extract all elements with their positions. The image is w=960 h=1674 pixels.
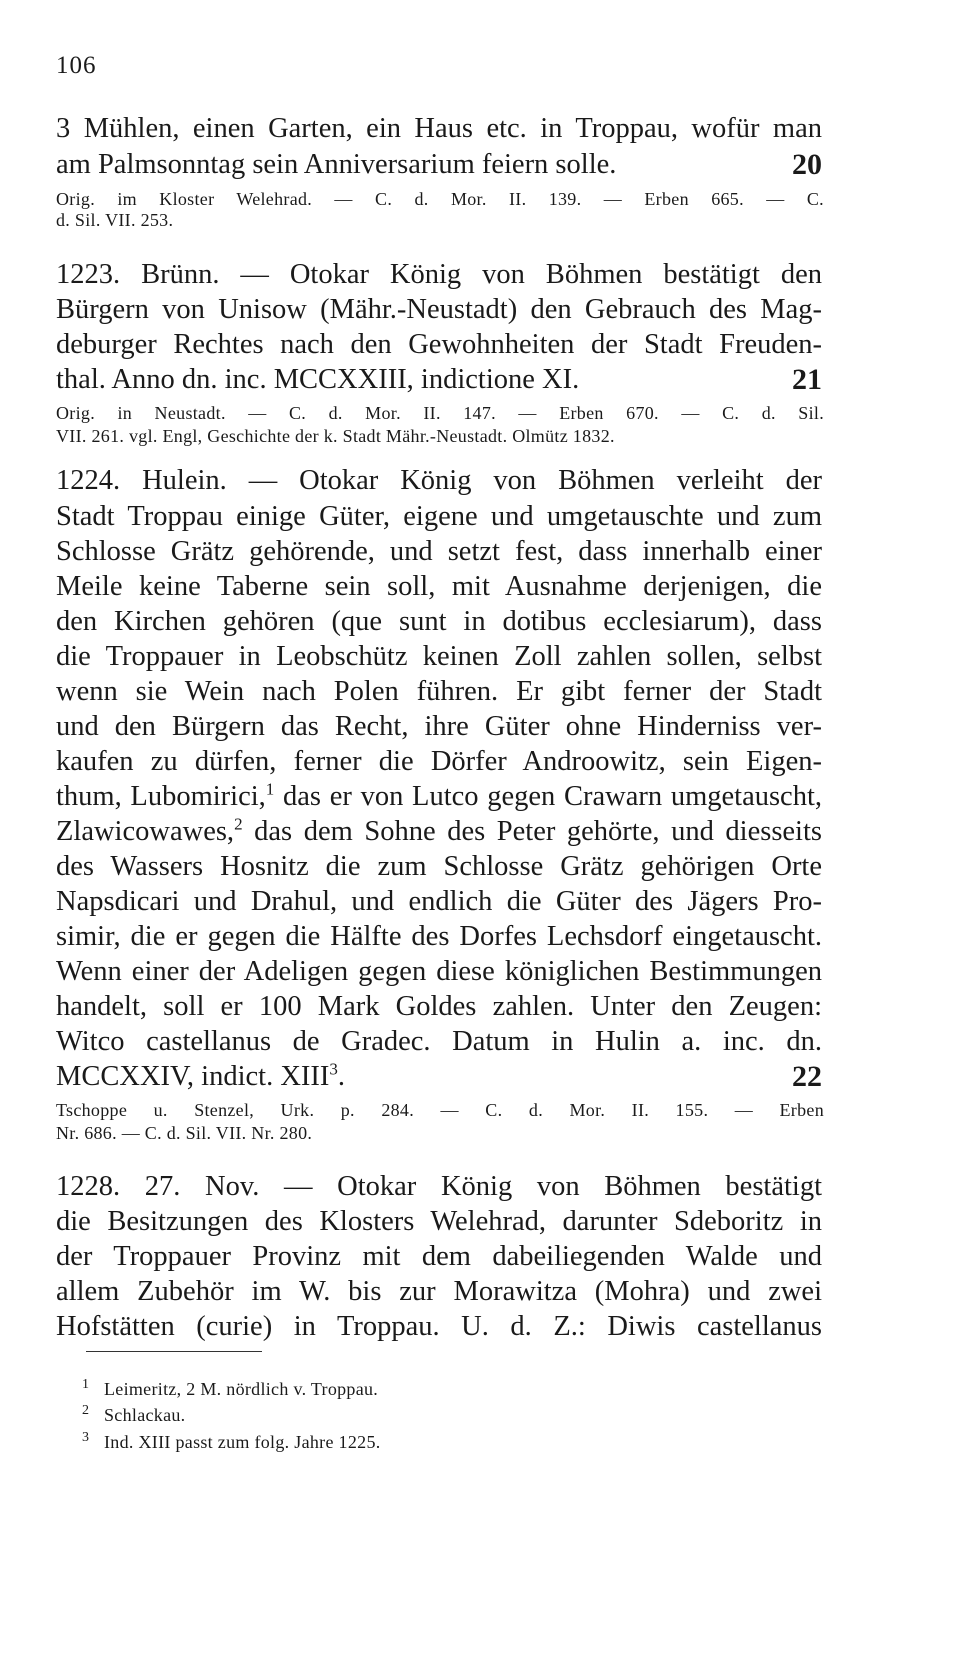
text-line: Wenn einer der Adeligen gegen diese königlichen Bestimmungen: [56, 956, 822, 987]
source-line: Nr. 686. — C. d. Sil. VII. Nr. 280.: [56, 1123, 313, 1143]
text-line: handelt, soll er 100 Mark Goldes zahlen. Unter den Zeugen:: [56, 991, 822, 1022]
document-number: 21: [792, 363, 822, 396]
footnote-text: Ind. XIII passt zum folg. Jahre 1225.: [104, 1432, 381, 1452]
text-line: Bürgern von Unisow (Mähr.-Neustadt) den Gebrauch des Mag-: [56, 294, 822, 325]
text-line: die Troppauer in Leobschütz keinen Zoll zahlen sollen, selbst: [56, 641, 822, 672]
text-line: des Wassers Hosnitz die zum Schlosse Grätz gehörigen Orte: [56, 851, 822, 882]
text-line-content: das er von Lutco gegen Crawarn umgetauscht,: [274, 781, 822, 812]
text-line: kaufen zu dürfen, ferner die Dörfer Androowitz, sein Eigen-: [56, 746, 822, 777]
text-line: deburger Rechtes nach den Gewohnheiten der Stadt Freuden-: [56, 329, 822, 360]
text-line: Hofstätten (curie) in Troppau. U. d. Z.: Diwis castellanus: [56, 1311, 822, 1342]
text-line: die Besitzungen des Klosters Welehrad, darunter Sdeboritz in: [56, 1206, 822, 1237]
page-number: 106: [56, 52, 97, 79]
footnote-divider: [86, 1351, 262, 1352]
footnote: 2 Schlackau.: [82, 1403, 186, 1425]
source-line: VII. 261. vgl. Engl, Geschichte der k. Stadt Mähr.-Neustadt. Olmütz 1832.: [56, 426, 615, 446]
text-line: Stadt Troppau einige Güter, eigene und umgetauschte und zum: [56, 501, 822, 532]
text-line: [56, 815, 822, 849]
text-line: 1224. Hulein. — Otokar König von Böhmen verleiht der: [56, 465, 822, 496]
footnote-ref: 1: [265, 779, 275, 799]
text-line: 1223. Brünn. — Otokar König von Böhmen bestätigt den: [56, 259, 822, 290]
text-line-content: thal. Anno dn. inc. MCCXXIII, indictione XI.: [56, 364, 580, 395]
text-line-content: das dem Sohne des Peter gehörte, und diesseits: [242, 816, 822, 847]
footnote: 3 Ind. XIII passt zum folg. Jahre 1225.: [82, 1430, 381, 1452]
text-line: wenn sie Wein nach Polen führen. Er gibt ferner der Stadt: [56, 676, 822, 707]
text-line: 1228. 27. Nov. — Otokar König von Böhmen bestätigt: [56, 1171, 822, 1202]
footnote-text: Leimeritz, 2 M. nördlich v. Troppau.: [104, 1379, 379, 1399]
text-line: und den Bürgern das Recht, ihre Güter ohne Hinderniss ver-: [56, 711, 822, 742]
text-line: 3 Mühlen, einen Garten, ein Haus etc. in Troppau, wofür man: [56, 113, 822, 144]
footnote-ref: 3: [329, 1059, 338, 1079]
text-line-content: MCCXXIV, indict. XIII: [56, 1061, 330, 1092]
text-line: [56, 363, 822, 397]
footnote: 1 Leimeritz, 2 M. nördlich v. Troppau.: [82, 1377, 379, 1399]
text-line: Witco castellanus de Gradec. Datum in Hulin a. inc. dn.: [56, 1026, 822, 1057]
text-line-content: .: [337, 1061, 346, 1092]
text-line: [56, 780, 822, 814]
text-line: [56, 148, 822, 182]
text-line: allem Zubehör im W. bis zur Morawitza (Mohra) und zwei: [56, 1276, 822, 1307]
document-number: 20: [792, 148, 822, 181]
text-line: den Kirchen gehören (que sunt in dotibus ecclesiarum), dass: [56, 606, 822, 637]
text-line-content: Zlawicowawes,: [56, 816, 235, 847]
source-line: d. Sil. VII. 253.: [56, 210, 174, 230]
text-line: simir, die er gegen die Hälfte des Dorfes Lechsdorf eingetauscht.: [56, 921, 822, 952]
footnote-text: Schlackau.: [104, 1405, 186, 1425]
text-line: Napsdicari und Drahul, und endlich die Güter des Jägers Pro-: [56, 886, 822, 917]
text-line-content: thum, Lubomirici,: [56, 781, 266, 812]
text-line: der Troppauer Provinz mit dem dabeiliegenden Walde und: [56, 1241, 822, 1272]
footnote-ref: 2: [234, 814, 243, 834]
document-number: 22: [792, 1060, 822, 1093]
source-line: Orig. im Kloster Welehrad. — C. d. Mor. II. 139. — Erben 665. — C.: [56, 189, 824, 209]
text-line: Schlosse Grätz gehörende, und setzt fest, dass innerhalb einer: [56, 536, 822, 567]
text-line: [56, 1060, 822, 1094]
source-line: Orig. in Neustadt. — C. d. Mor. II. 147. — Erben 670. — C. d. Sil.: [56, 403, 824, 423]
text-line: Meile keine Taberne sein soll, mit Ausnahme derjenigen, die: [56, 571, 822, 602]
text-line-content: am Palmsonntag sein Anniversarium feiern solle.: [56, 149, 617, 180]
source-line: Tschoppe u. Stenzel, Urk. p. 284. — C. d. Mor. II. 155. — Erben: [56, 1100, 824, 1120]
